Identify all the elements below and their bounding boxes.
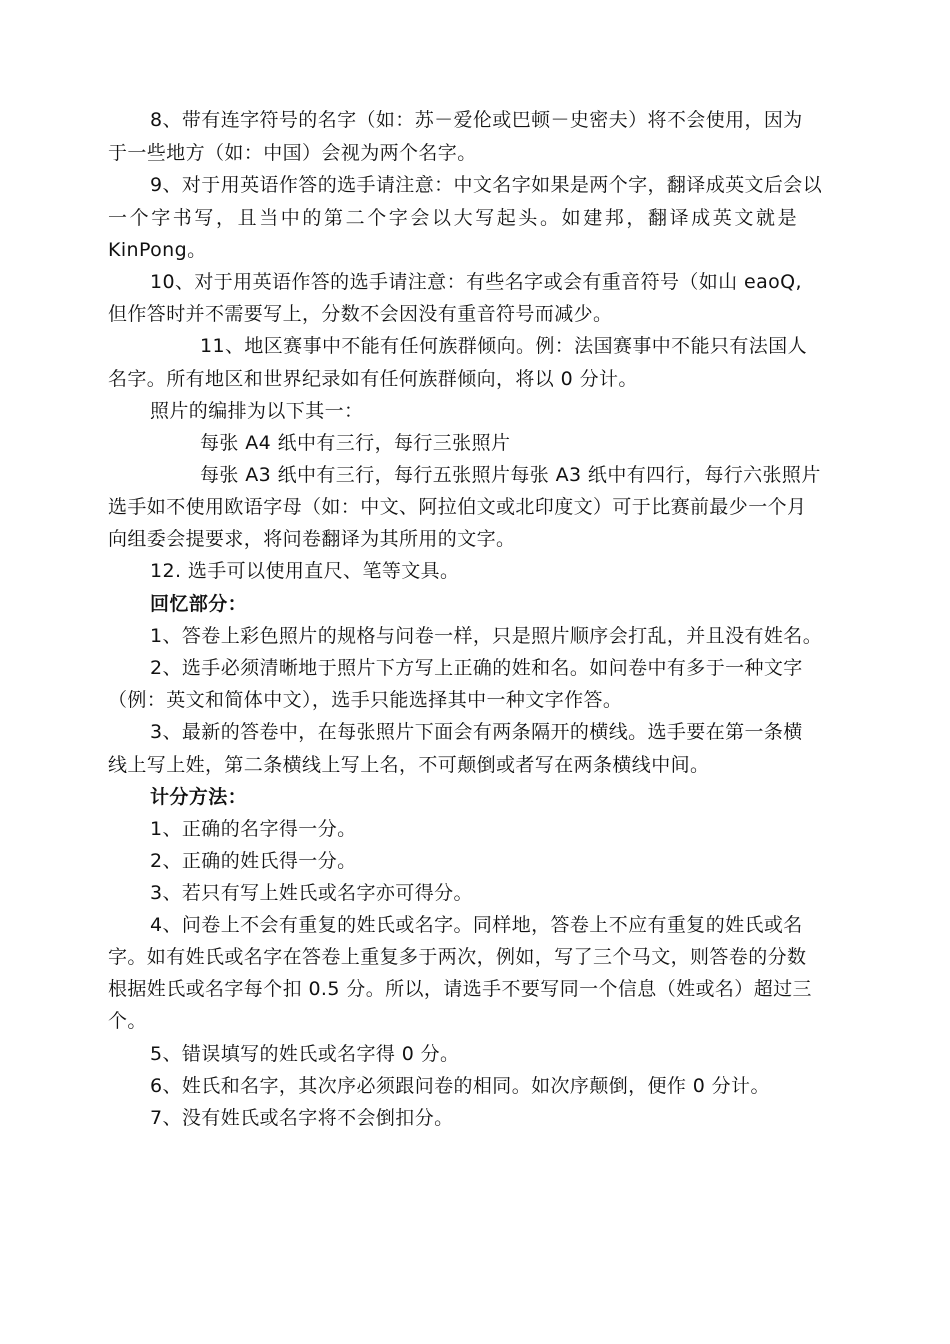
scoring-item-4-line-3: 根据姓氏或名字每个扣 0.5 分。所以，请选手不要写同一个信息（姓或名）超过三 xyxy=(108,978,812,1000)
recall-item-2-line-1: 2、选手必须清晰地于照片下方写上正确的姓和名。如问卷中有多于一种文字 xyxy=(150,657,803,679)
recall-item-3-line-1: 3、最新的答卷中，在每张照片下面会有两条隔开的横线。选手要在第一条横 xyxy=(150,721,803,743)
scoring-item-5: 5、错误填写的姓氏或名字得 0 分。 xyxy=(150,1043,460,1065)
recall-item-1: 1、答卷上彩色照片的规格与问卷一样，只是照片顺序会打乱，并且没有姓名。 xyxy=(150,625,823,647)
rule-10-line-1: 10、对于用英语作答的选手请注意：有些名字或会有重音符号（如山 eaoQ, xyxy=(150,271,802,293)
rule-11-line-1: 11、地区赛事中不能有任何族群倾向。例：法国赛事中不能只有法国人 xyxy=(200,335,807,357)
scoring-item-3: 3、若只有写上姓氏或名字亦可得分。 xyxy=(150,882,473,904)
rule-12: 12. 选手可以使用直尺、笔等文具。 xyxy=(150,560,460,582)
scoring-item-2: 2、正确的姓氏得一分。 xyxy=(150,850,357,872)
scoring-item-4-line-4: 个。 xyxy=(108,1010,147,1032)
rule-11-line-2: 名字。所有地区和世界纪录如有任何族群倾向，将以 0 分计。 xyxy=(108,368,638,390)
scoring-item-4-line-1: 4、问卷上不会有重复的姓氏或名字。同样地，答卷上不应有重复的姓氏或名 xyxy=(150,914,803,936)
scoring-item-1: 1、正确的名字得一分。 xyxy=(150,818,357,840)
scoring-item-6: 6、姓氏和名字，其次序必须跟问卷的相同。如次序颠倒，便作 0 分计。 xyxy=(150,1075,770,1097)
scoring-item-4-line-2: 字。如有姓氏或名字在答卷上重复多于两次，例如，写了三个马文，则答卷的分数 xyxy=(108,946,807,968)
photo-layout-a3: 每张 A3 纸中有三行，每行五张照片每张 A3 纸中有四行，每行六张照片 xyxy=(200,464,821,486)
rule-8-line-2: 于一些地方（如：中国）会视为两个名字。 xyxy=(108,142,477,164)
recall-item-2-line-2: （例：英文和简体中文），选手只能选择其中一种文字作答。 xyxy=(108,689,623,711)
translation-note-line-2: 向组委会提要求，将问卷翻译为其所用的文字。 xyxy=(108,528,516,550)
recall-section-heading: 回忆部分： xyxy=(150,593,248,615)
rule-9-line-1: 9、对于用英语作答的选手请注意：中文名字如果是两个字，翻译成英文后会以 xyxy=(150,174,823,196)
scoring-item-7: 7、没有姓氏或名字将不会倒扣分。 xyxy=(150,1107,454,1129)
rule-9-line-3: KinPong。 xyxy=(108,239,207,261)
photo-layout-heading: 照片的编排为以下其一： xyxy=(150,400,364,422)
rule-9-line-2: 一个字书写，且当中的第二个字会以大写起头。如建邦，翻译成英文就是 xyxy=(108,207,800,229)
translation-note-line-1: 选手如不使用欧语字母（如：中文、阿拉伯文或北印度文）可于比赛前最少一个月 xyxy=(108,496,807,518)
scoring-section-heading: 计分方法： xyxy=(150,786,248,808)
rule-10-line-2: 但作答时并不需要写上，分数不会因没有重音符号而减少。 xyxy=(108,303,613,325)
rule-8-line-1: 8、带有连字符号的名字（如：苏－爱伦或巴顿－史密夫）将不会使用，因为 xyxy=(150,109,803,131)
photo-layout-a4: 每张 A4 纸中有三行，每行三张照片 xyxy=(200,432,511,454)
recall-item-3-line-2: 线上写上姓，第二条横线上写上名，不可颠倒或者写在两条横线中间。 xyxy=(108,754,710,776)
